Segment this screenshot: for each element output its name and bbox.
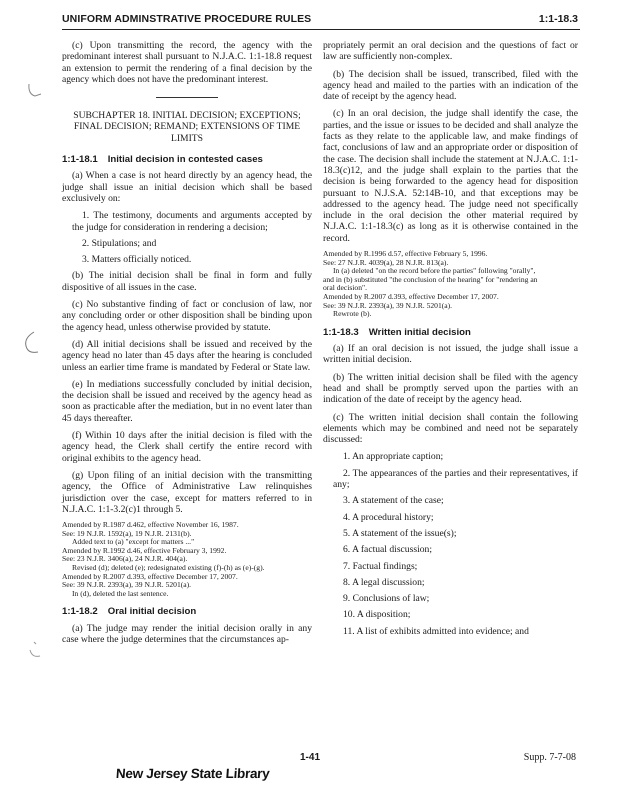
paragraph: (c) The written initial decision shall contain the following elements which may be combined and need not be separately discussed: <box>323 411 578 446</box>
history-line: See: 27 N.J.R. 4039(a), 28 N.J.R. 813(a). <box>323 257 449 267</box>
history-line: Amended by R.1992 d.46, effective February 3, 1992. <box>62 545 227 555</box>
history-note <box>323 250 578 319</box>
history-line: Revised (d); deleted (e); redesignated existing (f)-(h) as (e)-(g). <box>72 563 265 573</box>
library-stamp: New Jersey State Library <box>115 766 270 781</box>
history-line: In (d), deleted the last sentence. <box>72 588 169 598</box>
list-item: 11. A list of exhibits admitted into evidence; and <box>343 625 529 637</box>
paragraph: (f) Within 10 days after the initial decision is filed with the agency head, the Clerk shall certify the entire record with original exhibits to the agency head. <box>62 430 312 464</box>
left-column <box>62 40 312 651</box>
list-item: 4. A procedural history; <box>343 511 434 523</box>
history-line: See: 23 N.J.R. 3406(a), 24 N.J.R. 404(a). <box>62 554 188 564</box>
list-item: 2. Stipulations; and <box>82 237 157 249</box>
section-heading <box>62 606 312 617</box>
page-number: 1-41 <box>300 752 321 763</box>
history-line: Amended by R.1996 d.57, effective February 5, 1996. <box>323 249 488 259</box>
history-line: oral decision". <box>323 283 368 293</box>
paragraph: propriately permit an oral decision and the questions of fact or law are sufficiently non-complex. <box>323 40 578 63</box>
history-line: In (a) deleted "on the record before the parties" following "orally", <box>333 266 536 276</box>
paragraph: (c) In an oral decision, the judge shall identify the case, the parties, and the issue or issues to be decided and shall analyze the facts as they relate to the applicable law, and make findings of fact, conclusions of law and an appropriate order or disposition of the case. The decision shall include the statement at N.J.A.C. 1:1-18.3(c)12, and the judge shall explain to the parties that the decision is being forwarded to the agency head for disposition pursuant to N.J.S.A. 52:14B-10, and that exceptions may be addressed to the agency head. The judge need not specifically include in the oral decision the other material required by N.J.A.C. 1:1-18.3(c) as long as it is otherwise contained in the record. <box>323 108 578 244</box>
paragraph: (b) The initial decision shall be final in form and fully dispositive of all issues in the case. <box>62 270 312 293</box>
list-item: 3. A statement of the case; <box>343 495 444 507</box>
list-item: 2. The appearances of the parties and their representatives, if any; <box>333 467 578 491</box>
list-item: 3. Matters officially noticed. <box>82 254 192 266</box>
section-number: 1:1-18.2 <box>62 606 98 618</box>
list-item: 1. The testimony, documents and arguments accepted by the judge for consideration in rendering a decision; <box>72 210 312 233</box>
section-heading <box>62 154 312 165</box>
list-item: 6. A factual discussion; <box>343 544 432 556</box>
right-column <box>323 40 578 642</box>
section-number: 1:1-18.3 <box>323 326 359 338</box>
list-item: 7. Factual findings; <box>343 560 418 572</box>
paragraph: (c) No substantive finding of fact or conclusion of law, nor any concluding order or other disposition shall be binding upon the agency head, unless otherwise provided by statute. <box>62 299 312 333</box>
list-item: 5. A statement of the issue(s); <box>343 527 457 539</box>
supplement-date: Supp. 7-7-08 <box>523 752 576 763</box>
header-rule <box>62 29 580 30</box>
history-line: See: 19 N.J.R. 1592(a), 19 N.J.R. 2131(b). <box>62 528 192 538</box>
list-item: 10. A disposition; <box>343 609 411 621</box>
list-item: 9. Conclusions of law; <box>343 593 430 605</box>
paragraph: (a) If an oral decision is not issued, the judge shall issue a written initial decision. <box>323 343 578 366</box>
list-item: 1. An appropriate caption; <box>343 451 444 463</box>
margin-mark <box>26 640 44 662</box>
margin-mark <box>22 330 42 356</box>
paragraph: (b) The decision shall be issued, transcribed, filed with the agency head and mailed to the parties with an indication of the date of receipt by the agency head. <box>323 68 578 103</box>
margin-mark <box>26 82 44 100</box>
paragraph: (e) In mediations successfully concluded by initial decision, the decision shall be issued and received by the agency head as soon as practicable after the mediation, but in no event later than 45 days thereafter. <box>62 378 312 424</box>
running-header-section: 1:1-18.3 <box>538 13 578 25</box>
history-line: See: 39 N.J.R. 2393(a), 39 N.J.R. 5201(a). <box>323 300 453 310</box>
history-line: Amended by R.2007 d.393, effective December 17, 2007. <box>323 292 499 302</box>
paragraph: (b) The written initial decision shall be filed with the agency head and shall be promptly served upon the parties with an indication of the date of receipt by the agency head. <box>323 371 578 406</box>
history-line: Amended by R.1987 d.462, effective November 16, 1987. <box>62 520 239 530</box>
history-note <box>62 521 312 598</box>
paragraph: (g) Upon filing of an initial decision with the transmitting agency, the Office of Administrative Law relinquishes jurisdiction over the case, except for matters referred to in N.J.A.C. 1:1-3.2(c)1 through 5. <box>62 469 312 515</box>
section-title: Written initial decision <box>368 326 471 338</box>
section-heading <box>323 327 578 338</box>
paragraph: (d) All initial decisions shall be issued and received by the agency head no later than 45 days after the hearing is concluded unless an earlier time frame is mandated by Federal or State law. <box>62 338 312 373</box>
running-header-title: UNIFORM ADMINSTRATIVE PROCEDURE RULES <box>62 13 312 25</box>
section-divider <box>156 97 218 98</box>
history-line: Amended by R.2007 d.393, effective December 17, 2007. <box>62 571 238 581</box>
history-line: See: 39 N.J.R. 2393(a), 39 N.J.R. 5201(a). <box>62 580 192 590</box>
section-number: 1:1-18.1 <box>62 154 98 166</box>
list-item: 8. A legal discussion; <box>343 576 425 588</box>
section-title: Initial decision in contested cases <box>107 154 263 166</box>
paragraph: (a) When a case is not heard directly by an agency head, the judge shall issue an initial decision which shall be based exclusively on: <box>62 170 312 204</box>
history-line: Added text to (a) "except for matters ..." <box>72 537 195 547</box>
subchapter-heading: SUBCHAPTER 18. INITIAL DECISION; EXCEPTIONS; FINAL DECISION; REMAND; EXTENSIONS OF TIME LIMITS <box>73 110 301 144</box>
paragraph: (c) Upon transmitting the record, the agency with the predominant interest shall pursuant to N.J.A.C. 1:1-18.8 request an extension to permit the rendering of a final decision by the agency which does not have the predominant interest. <box>62 40 312 85</box>
history-line: Rewrote (b). <box>333 309 372 319</box>
paragraph: (a) The judge may render the initial decision orally in any case where the judge determines that the circumstances ap- <box>62 622 312 646</box>
history-line: and in (b) substituted "the conclusion of the hearing" for "rendering an <box>323 274 538 284</box>
section-title: Oral initial decision <box>107 606 197 618</box>
